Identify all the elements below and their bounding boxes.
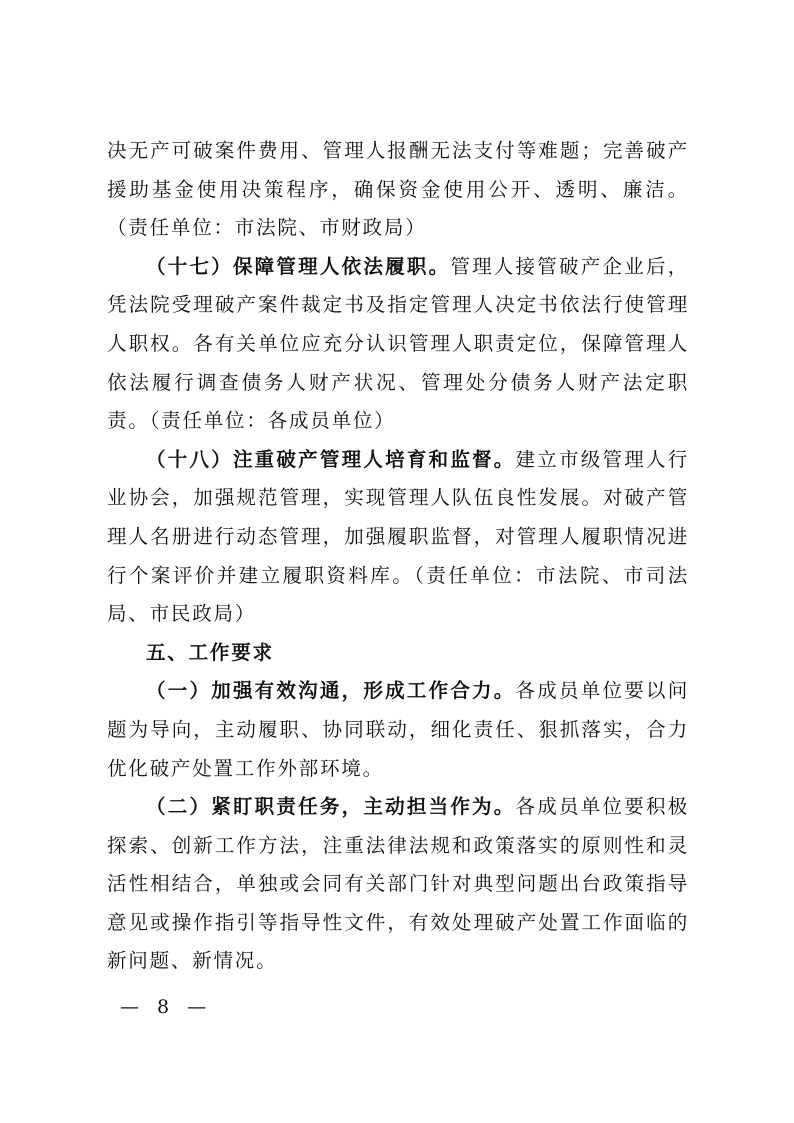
paragraph-section5-item-1 (107, 672, 689, 788)
paragraph-lead: （十八）注重破产管理人培育和监督。 (146, 447, 516, 471)
paragraph-lead: （十七）保障管理人依法履职。 (146, 254, 451, 278)
page-number: — 8 — (120, 996, 213, 1018)
section-heading: 五、工作要求 (146, 640, 274, 664)
paragraph-text: 决无产可破案件费用、管理人报酬无法支付等难题；完善破产援助基金使用决策程序，确保资金使用公开、透明、廉洁。（责任单位：市法院、市财政局） (107, 139, 689, 240)
paragraph-continuation (107, 132, 689, 248)
paragraph-lead: （二）紧盯职责任务，主动担当作为。 (146, 795, 516, 819)
paragraph-text: 建立市级管理人行业协会，加强规范管理，实现管理人队伍良性发展。对破产管理人名册进行动态管理，加强履职监督，对管理人履职情况进行个案评价并建立履职资料库。（责任单位：市法院、市司法局、市民政局） (107, 447, 689, 626)
paragraph-text: 管理人接管破产企业后，凭法院受理破产案件裁定书及指定管理人决定书依法行使管理人职权。各有关单位应充分认识管理人职责定位，保障管理人依法履行调查债务人财产状况、管理处分债务人财产法定职责。（责任单位：各成员单位） (107, 254, 689, 433)
paragraph-item-17 (107, 248, 689, 441)
paragraph-item-18 (107, 441, 689, 634)
paragraph-lead: （一）加强有效沟通，形成工作合力。 (146, 679, 516, 703)
document-body (107, 132, 689, 981)
paragraph-section5-item-2 (107, 788, 689, 981)
paragraph-text: 各成员单位要以问题为导向，主动履职、协同联动，细化责任、狠抓落实，合力优化破产处置工作外部环境。 (107, 679, 689, 780)
paragraph-text: 各成员单位要积极探索、创新工作方法，注重法律法规和政策落实的原则性和灵活性相结合，单独或会同有关部门针对典型问题出台政策指导意见或操作指引等指导性文件，有效处理破产处置工作面临的新问题、新情况。 (107, 795, 689, 973)
